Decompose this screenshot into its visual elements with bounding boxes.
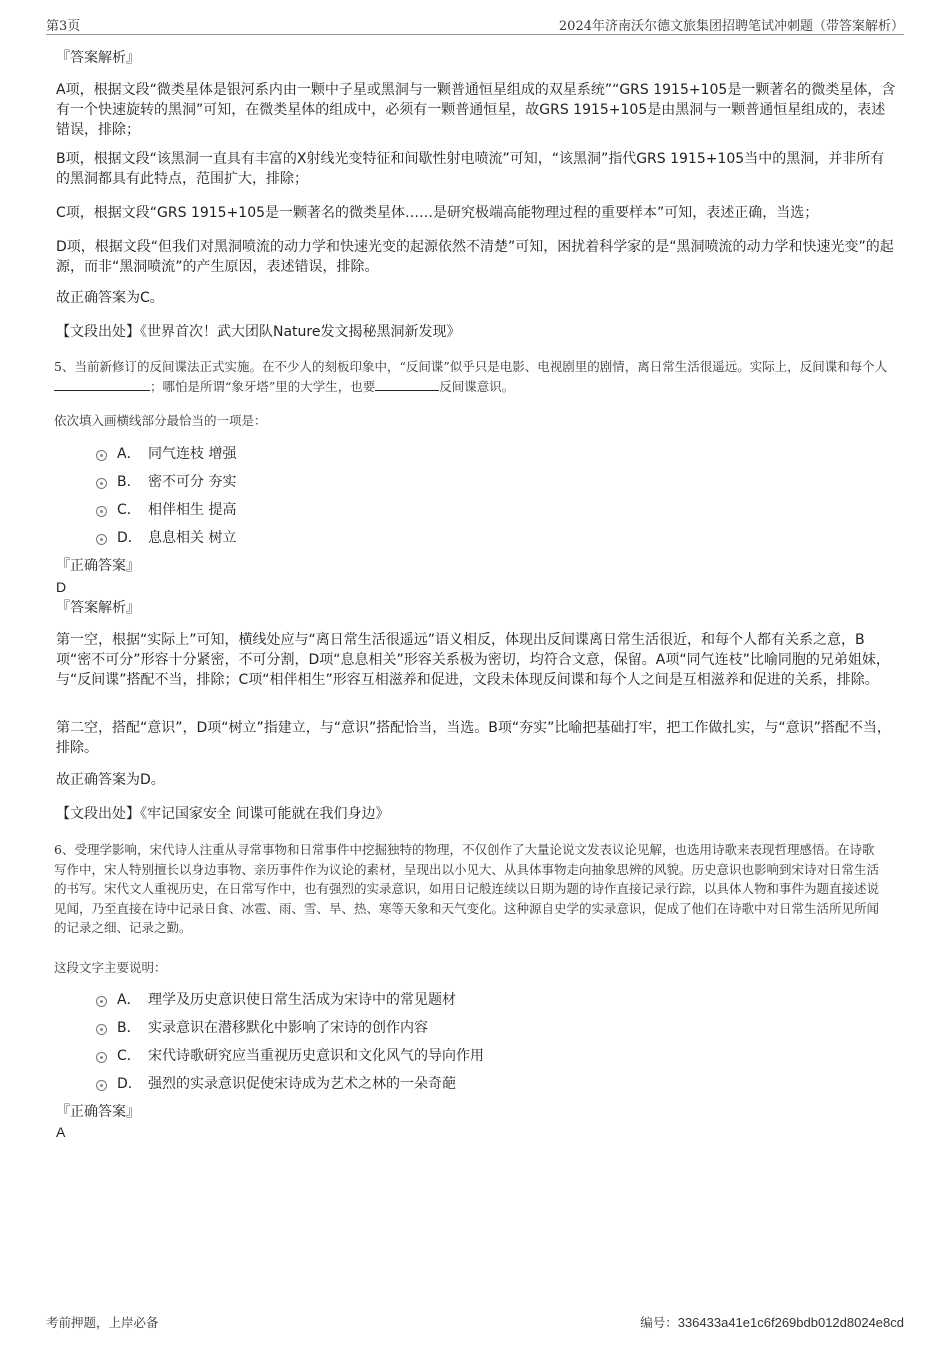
q4-analysis-b: B项，根据文段“该黑洞一直具有丰富的X射线光变特征和间歇性射电喷流”可知，“该黑洞”指代GRS 1915+105当中的黑洞，并非所有的黑洞都具有此特点，范围扩大，排除；: [56, 151, 885, 187]
page-number: 第3页: [46, 19, 81, 34]
q5-blank-1: [54, 390, 150, 391]
q5-analysis-tag: 『答案解析』: [56, 600, 140, 616]
q4-analysis-a: A项，根据文段“微类星体是银河系内由一颗中子星或黑洞与一颗普通恒星组成的双星系统”“GRS 1915+105是一颗著名的微类星体，含有一个快速旋转的黑洞”可知，在微类星体的组成中，必须有一颗普通恒星，故GRS 1915+105是由黑洞与一颗普通恒星组成的，表述错误，排除；: [56, 82, 896, 138]
radio-icon[interactable]: [96, 478, 107, 489]
option-text: 强烈的实录意识促使宋诗成为艺术之林的一朵奇葩: [148, 1076, 456, 1092]
source-label: 【文段出处】: [56, 806, 140, 822]
q6-option-d[interactable]: [56, 1070, 896, 1098]
q5-option-b[interactable]: [56, 468, 896, 496]
q6-option-b[interactable]: [56, 1014, 896, 1042]
q5-option-d[interactable]: [56, 524, 896, 552]
footer-slogan: 考前押题，上岸必备: [46, 1315, 159, 1330]
option-key: A．: [117, 992, 141, 1008]
q5-options: [56, 440, 896, 552]
q6-stem: 6、受理学影响，宋代诗人注重从寻常事物和日常事件中挖掘独特的物理，不仅创作了大量论说文发表议论见解，也选用诗歌来表现哲理感悟。在诗歌写作中，宋人特别擅长以身边事物、亲历事件作为议论的素材，呈现出以小见大、从具体事物走向抽象思辨的风貌。历史意识也影响到宋诗对日常生活的书写。宋代文人重视历史，在日常写作中，也有强烈的实录意识，如用日记般连续以日期为题的诗作直接记录行踪，以具体人物和事件为题直接述说见闻，乃至直接在诗中记录日食、冰雹、雨、雪、旱、热、寒等天象和天气变化。这种源自史学的实录意识，促成了他们在诗歌中对日常生活所见所闻的记录之细、记录之勤。: [54, 842, 880, 935]
q5-option-a[interactable]: [56, 440, 896, 468]
option-text: 息息相关 树立: [148, 530, 237, 546]
page-header: [46, 14, 904, 35]
option-text: 同气连枝 增强: [148, 446, 237, 462]
q5-answer-tag: 『正确答案』: [56, 558, 140, 574]
source-title: 《牢记国家安全 间谍可能就在我们身边》: [140, 806, 390, 822]
q5-option-c[interactable]: [56, 496, 896, 524]
option-key: C．: [117, 502, 141, 518]
q6-ask: 这段文字主要说明：: [54, 960, 167, 975]
q5-blank-2: [375, 390, 439, 391]
q4-analysis-section: [56, 48, 896, 68]
document-title: 2024年济南沃尔德文旅集团招聘笔试冲刺题（带答案解析）: [558, 19, 904, 34]
footer-code-value: 336433a41e1c6f269bdb012d8024e8cd: [677, 1315, 904, 1330]
q5-stem-text-1: 5、当前新修订的反间谍法正式实施。在不少人的刻板印象中，“反间谍”似乎只是电影、电视剧里的剧情，离日常生活很遥远。实际上，反间谍和每个人: [54, 359, 888, 374]
q5-analysis-2: 第二空，搭配“意识”，D项“树立”指建立，与“意识”搭配恰当，当选。B项“夯实”比喻把基础打牢，把工作做扎实，与“意识”搭配不当，排除。: [56, 720, 891, 756]
q6-option-a[interactable]: [56, 986, 896, 1014]
q5-conclusion: 故正确答案为D。: [56, 772, 165, 788]
option-key: B．: [117, 1020, 141, 1036]
source-label: 【文段出处】: [56, 324, 140, 340]
option-key: A．: [117, 446, 141, 462]
option-key: D．: [117, 530, 142, 546]
option-text: 宋代诗歌研究应当重视历史意识和文化风气的导向作用: [148, 1048, 484, 1064]
q6-answer-tag: 『正确答案』: [56, 1104, 140, 1120]
option-text: 密不可分 夯实: [148, 474, 237, 490]
page-footer: [46, 1313, 904, 1331]
q5-answer: D: [56, 579, 67, 595]
q5-stem: [54, 357, 896, 396]
footer-code-label: 编号：: [640, 1315, 678, 1330]
option-text: 相伴相生 提高: [148, 502, 237, 518]
q4-analysis-c: C项，根据文段“GRS 1915+105是一颗著名的微类星体……是研究极端高能物理过程的重要样本”可知，表述正确，当选；: [56, 205, 819, 221]
q6-answer: A: [56, 1124, 66, 1140]
option-key: B．: [117, 474, 141, 490]
q6-option-c[interactable]: [56, 1042, 896, 1070]
q4-analysis-d: D项，根据文段“但我们对黑洞喷流的动力学和快速光变的起源依然不清楚”可知，困扰着科学家的是“黑洞喷流的动力学和快速光变”的起源，而非“黑洞喷流”的产生原因，表述错误，排除。: [56, 239, 894, 275]
footer-code: [640, 1313, 904, 1331]
option-key: D．: [117, 1076, 142, 1092]
radio-icon[interactable]: [96, 450, 107, 461]
q5-analysis-1: 第一空，根据“实际上”可知，横线处应与“离日常生活很遥远”语义相反，体现出反间谍离日常生活很近，和每个人都有关系之意，B项“密不可分”形容十分紧密，不可分割，D项“息息相关”形容关系极为密切，均符合文意，保留。A项“同气连枝”比喻同胞的兄弟姐妹，与“反间谍”搭配不当，排除；C项“相伴相生”形容互相滋养和促进，文段未体现反间谍和每个人之间是互相滋养和促进的关系，排除。: [56, 632, 890, 688]
radio-icon[interactable]: [96, 1080, 107, 1091]
q5-stem-text-3: 反间谍意识。: [439, 378, 515, 394]
radio-icon[interactable]: [96, 1052, 107, 1063]
q5-stem-text-2: ；哪怕是所谓“象牙塔”里的大学生，也要: [150, 378, 376, 394]
radio-icon[interactable]: [96, 534, 107, 545]
option-text: 实录意识在潜移默化中影响了宋诗的创作内容: [148, 1020, 428, 1036]
radio-icon[interactable]: [96, 996, 107, 1007]
q5-ask: 依次填入画横线部分最恰当的一项是：: [54, 413, 267, 428]
q4-conclusion: 故正确答案为C。: [56, 290, 164, 306]
analysis-tag: 『答案解析』: [56, 50, 140, 66]
option-text: 理学及历史意识使日常生活成为宋诗中的常见题材: [148, 992, 456, 1008]
source-title: 《世界首次！武大团队Nature发文揭秘黑洞新发现》: [140, 324, 461, 340]
q4-source: [56, 322, 460, 342]
radio-icon[interactable]: [96, 1024, 107, 1035]
option-key: C．: [117, 1048, 141, 1064]
q6-options: [56, 986, 896, 1098]
radio-icon[interactable]: [96, 506, 107, 517]
q5-source: [56, 804, 389, 824]
